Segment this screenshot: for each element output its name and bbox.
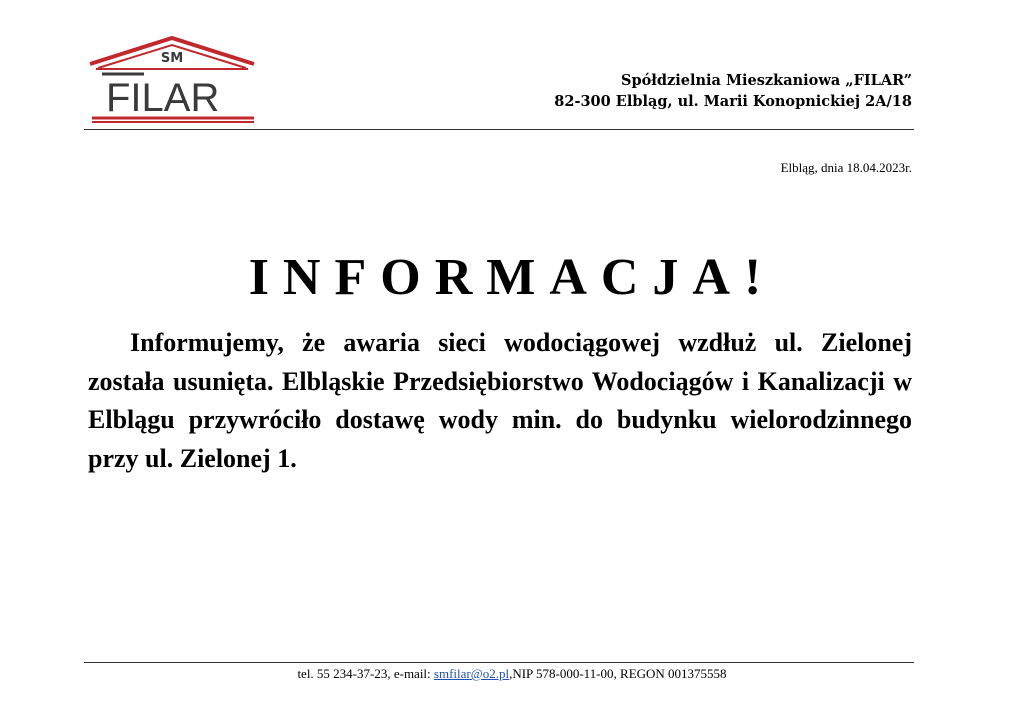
announcement-body: Informujemy, że awaria sieci wodociągowej wzdłuż ul. Zielonej została usunięta. Elbląskie Przedsiębiorstwo Wodociągów i Kanalizacji w Elblągu przywróciło dostawę wody min. do budynku wielorodzinnego przy ul. Zielonej 1. (88, 328, 912, 473)
footer-contact (0, 666, 1024, 682)
document-date: Elbląg, dnia 18.04.2023r. (780, 160, 912, 175)
footer-phone: tel. 55 234-37-23, e-mail: (297, 666, 434, 681)
footer-divider (84, 662, 914, 663)
filar-logo (88, 36, 258, 126)
document-title: INFORMACJA! (248, 249, 776, 306)
logo-sm-text: SM (160, 51, 184, 66)
logo-graphic (88, 36, 258, 126)
organization-name: Spółdzielnia Mieszkaniowa „FILAR” (621, 72, 912, 89)
header-divider (84, 129, 914, 130)
organization-address: 82-300 Elbląg, ul. Marii Konopnickiej 2A/18 (554, 93, 912, 110)
email-link[interactable]: smfilar@o2.pl (433, 666, 510, 681)
organization-info (554, 70, 912, 112)
logo-filar-text: FILAR (106, 76, 220, 120)
footer-registration: ,NIP 578-000-11-00, REGON 001375558 (509, 666, 727, 681)
